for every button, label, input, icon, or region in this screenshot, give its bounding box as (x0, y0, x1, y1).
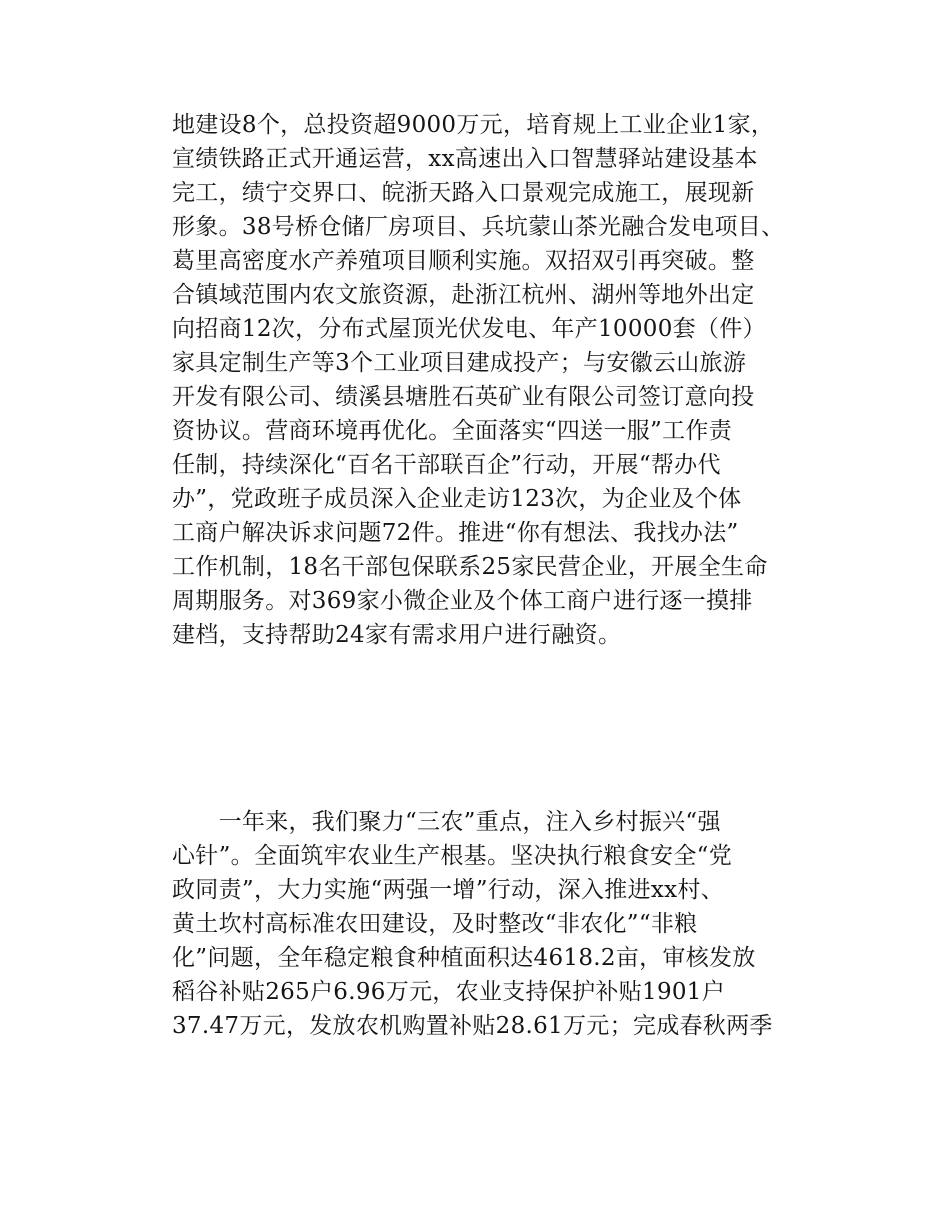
text-line: 向招商12次，分布式屋顶光伏发电、年产10000套（件） (172, 316, 766, 342)
text-line: 心针”。全面筑牢农业生产根基。坚决执行粮食安全“党 (172, 843, 733, 869)
text-line: 建档，支持帮助24家有需求用户进行融资。 (172, 622, 622, 648)
text-line: 葛里高密度水产养殖项目顺利实施。双招双引再突破。整 (172, 248, 755, 274)
text-line: 黄土坎村高标准农田建设，及时整改“非农化”“非粮 (172, 911, 698, 937)
text-line: 开发有限公司、绩溪县塘胜石英矿业有限公司签订意向投 (172, 384, 755, 410)
text-line: 一年来，我们聚力“三农”重点，注入乡村振兴“强 (172, 809, 721, 835)
text-line: 办”，党政班子成员深入企业走访123次，为企业及个体 (172, 486, 742, 512)
text-line: 化”问题，全年稳定粮食种植面积达4618.2亩，审核发放 (172, 945, 756, 971)
text-line: 工作机制，18名干部包保联系25家民营企业，开展全生命 (172, 554, 768, 580)
text-line: 家具定制生产等3个工业项目建成投产；与安徽云山旅游 (172, 350, 747, 376)
text-line: 合镇域范围内农文旅资源，赴浙江杭州、湖州等地外出定 (172, 282, 755, 308)
text-line: 完工，绩宁交界口、皖浙天路入口景观完成施工，展现新 (172, 180, 755, 206)
paragraph (172, 805, 812, 1043)
text-line: 稻谷补贴265户6.96万元，农业支持保护补贴1901户 (172, 979, 726, 1005)
text-line: 政同责”，大力实施“两强一增”行动，深入推进xx村、 (172, 877, 725, 903)
paragraph (172, 108, 812, 652)
text-line: 37.47万元，发放农机购置补贴28.61万元；完成春秋两季 (172, 1013, 773, 1039)
text-line: 宣绩铁路正式开通运营，xx高速出入口智慧驿站建设基本 (172, 146, 758, 172)
text-line: 资协议。营商环境再优化。全面落实“四送一服”工作责 (172, 418, 733, 444)
text-line: 形象。38号桥仓储厂房项目、兵坑蒙山茶光融合发电项目、 (172, 214, 785, 240)
text-line: 工商户解决诉求问题72件。推进“你有想法、我找办法” (172, 520, 739, 546)
text-line: 周期服务。对369家小微企业及个体工商户进行逐一摸排 (172, 588, 753, 614)
text-line: 地建设8个，总投资超9000万元，培育规上工业企业1家， (172, 112, 775, 138)
text-line: 任制，持续深化“百名干部联百企”行动，开展“帮办代 (172, 452, 721, 478)
